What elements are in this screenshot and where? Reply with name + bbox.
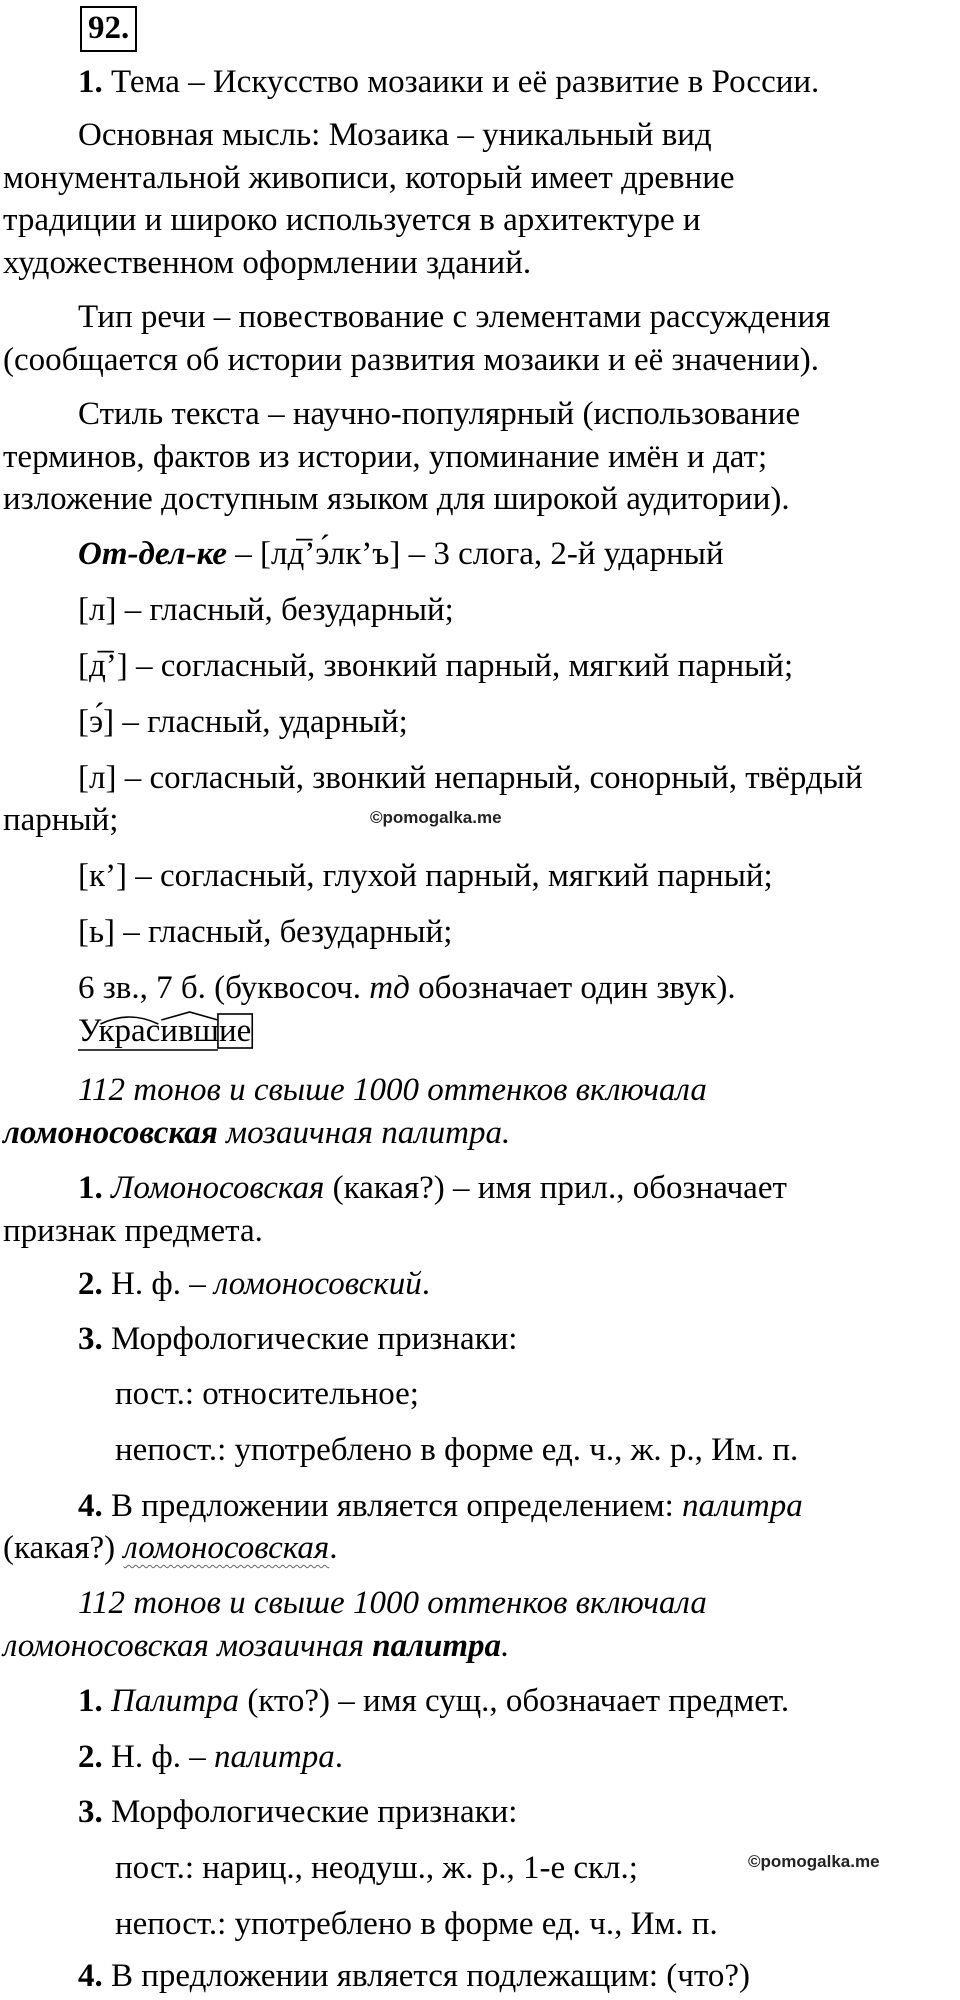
watermark: ©pomogalka.me bbox=[370, 808, 502, 827]
sound-line: [ь] – гласный, безударный; bbox=[78, 914, 453, 950]
morpheme-marks bbox=[78, 1008, 318, 1054]
suffix-arc-mark bbox=[161, 1012, 218, 1020]
example-sentence: 112 тонов и свыше 1000 оттенков включала bbox=[78, 1585, 707, 1621]
analysis-point: 2. Н. ф. – ломоносовский. bbox=[78, 1266, 430, 1302]
exercise-number: 92. bbox=[80, 6, 137, 52]
analysis-point: 2. Н. ф. – палитра. bbox=[78, 1739, 343, 1775]
sound-line: [к’] – согласный, глухой парный, мягкий парный; bbox=[78, 858, 773, 894]
style-line: изложение доступным языком для широкой аудитории). bbox=[3, 481, 790, 517]
style-line: терминов, фактов из истории, упоминание имён и дат; bbox=[3, 439, 768, 475]
analysis-point: 1. Палитра (кто?) – имя сущ., обозначает предмет. bbox=[78, 1683, 790, 1719]
phonetic-header: От-дел-ке – [лд̅’э́лк’ъ] – 3 слога, 2-й ударный bbox=[78, 536, 724, 572]
main-idea-line: традиции и широко используется в архитектуре и bbox=[3, 202, 701, 238]
main-idea-line: монументальной живописи, который имеет древние bbox=[3, 160, 735, 196]
sound-line: [д̅’] – согласный, звонкий парный, мягкий парный; bbox=[78, 648, 794, 684]
phonetic-word: От-дел-ке bbox=[78, 536, 227, 572]
main-idea-line: Основная мысль: Мозаика – уникальный вид bbox=[78, 117, 712, 153]
morphemic-word: Украсившие bbox=[78, 1013, 252, 1049]
example-sentence: ломоносовская мозаичная палитра. bbox=[3, 1115, 511, 1151]
analysis-point: (какая?) ломоносовская. bbox=[3, 1530, 338, 1566]
ending-box-mark bbox=[218, 1014, 252, 1048]
root-arc-mark bbox=[100, 1017, 158, 1024]
sound-line: [л] – гласный, безударный; bbox=[78, 592, 454, 628]
speech-type-line: Тип речи – повествование с элементами рассуждения bbox=[78, 299, 831, 335]
analysis-point: 3. Морфологические признаки: bbox=[78, 1321, 518, 1357]
speech-type-line: (сообщается об истории развития мозаики и её значении). bbox=[3, 342, 819, 378]
analysis-point: признак предмета. bbox=[3, 1213, 263, 1249]
theme-line: 1. Тема – Искусство мозаики и её развитие в России. bbox=[78, 64, 820, 100]
example-sentence: 112 тонов и свыше 1000 оттенков включала bbox=[78, 1072, 707, 1108]
analysis-subpoint: непост.: употреблено в форме ед. ч., Им. п. bbox=[115, 1906, 718, 1942]
main-idea-line: художественном оформлении зданий. bbox=[3, 245, 532, 281]
analysis-point: 1. Ломоносовская (какая?) – имя прил., обозначает bbox=[78, 1170, 787, 1206]
sound-line: [э́] – гласный, ударный; bbox=[78, 704, 408, 740]
phonetic-summary: 6 зв., 7 б. (буквосоч. тд обозначает один звук). bbox=[78, 970, 736, 1006]
sound-line: парный; bbox=[3, 802, 119, 838]
analysis-subpoint: непост.: употреблено в форме ед. ч., ж. р., Им. п. bbox=[115, 1432, 799, 1468]
example-sentence: ломоносовская мозаичная палитра. bbox=[3, 1628, 510, 1664]
watermark: ©pomogalka.me bbox=[748, 1852, 880, 1871]
analysis-subpoint: пост.: нариц., неодуш., ж. р., 1-е скл.; bbox=[115, 1850, 638, 1886]
analysis-point: 3. Морфологические признаки: bbox=[78, 1794, 518, 1830]
sound-line: [л] – согласный, звонкий непарный, сонорный, твёрдый bbox=[78, 760, 863, 796]
analysis-subpoint: пост.: относительное; bbox=[115, 1376, 419, 1412]
analysis-point: 4. В предложении является подлежащим: (что?) bbox=[78, 1958, 750, 1994]
analysis-point: 4. В предложении является определением: палитра bbox=[78, 1488, 803, 1524]
style-line: Стиль текста – научно-популярный (использование bbox=[78, 396, 801, 432]
